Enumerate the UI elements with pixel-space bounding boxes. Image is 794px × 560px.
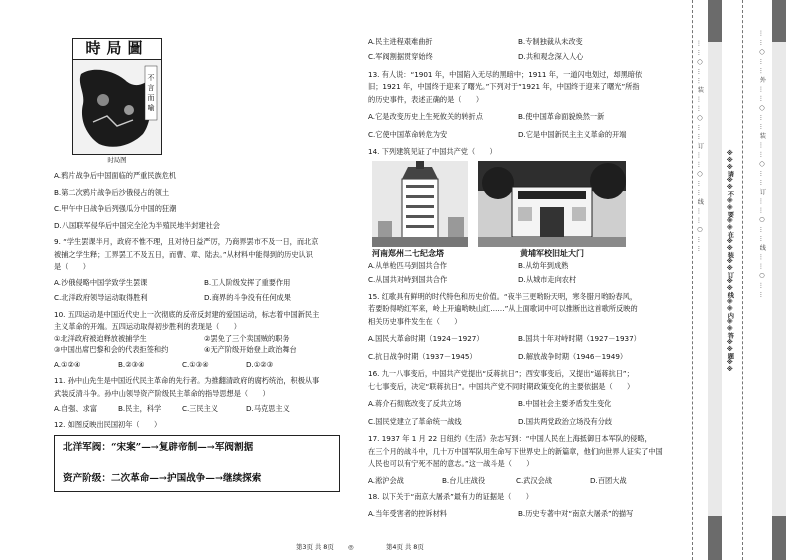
q9-stem-line: 被捕之学生释；工界罢工不及五日，而曹、章、陆去。”从材料中能得到的历史认识 xyxy=(54,249,313,259)
q15-option-d: D.解放战争时期（1946－1949） xyxy=(518,351,628,361)
dark-tab xyxy=(772,516,786,560)
q8-option-b: B.第二次鸦片战争后沙俄侵占的领土 xyxy=(54,187,170,197)
q10-option-a: A.①②④ xyxy=(54,359,81,369)
no-answer-warning: ※※※请※※不※※要※※在※※装※※订※※线※※内※※答※※题※※ xyxy=(726,150,734,373)
question-14 xyxy=(368,148,668,284)
q9-stem-line: 9. “学生罢课半月，政府不惟不理，且对待日益严厉，乃商界罢市不及一日，而北京 xyxy=(54,237,319,247)
q18-options-row xyxy=(368,510,668,518)
q14-option-d: D.从城市走向农村 xyxy=(518,275,577,285)
cartoon-drawing xyxy=(73,60,162,154)
q14-caption-left: 河南郑州二七纪念塔 xyxy=(372,249,444,259)
erqi-tower-image xyxy=(372,161,468,247)
q8-option-a: A.鸦片战争后中国面临的严重民族危机 xyxy=(54,171,177,181)
cartoon-caption: 时局图 xyxy=(107,155,127,164)
q9-options-row xyxy=(54,294,354,302)
q14-caption-right: 黄埔军校旧址大门 xyxy=(520,249,584,259)
dark-tab xyxy=(708,516,722,560)
q8-option-c: C.甲午中日战争后列强瓜分中国的狂潮 xyxy=(54,204,177,214)
q9-option-d: D.商界的斗争没有任何成果 xyxy=(204,293,291,303)
question-17 xyxy=(368,435,668,485)
question-12 xyxy=(54,421,354,491)
q10-stem-line: 主义革命的开端。五四运动取得初步胜利的表现是（ ） xyxy=(54,322,241,332)
q12-option-b: B.专制独裁从未改变 xyxy=(518,37,583,46)
q10-item-2: ②罢免了三个卖国贼的职务 xyxy=(204,333,290,343)
q16-option-a: A.蒋介石彻底改变了反共立场 xyxy=(368,399,462,409)
q14-option-c: C.从国共对峙到国共合作 xyxy=(368,275,448,285)
q15-options-row xyxy=(368,353,668,361)
cartoon-figure xyxy=(72,38,162,164)
q15-options-row xyxy=(368,335,668,343)
dark-tab xyxy=(772,0,786,42)
question-18 xyxy=(368,493,668,518)
q9-option-b: B.工人阶级发挥了重要作用 xyxy=(204,277,291,287)
page-divider-circle: ◎ xyxy=(348,543,354,551)
q10-option-b: B.②③④ xyxy=(118,359,145,369)
q10-option-d: D.①②③ xyxy=(246,359,274,369)
q9-stem-line: 是（ ） xyxy=(54,262,90,272)
q12-box-row-bourgeoisie: 资产阶级：二次革命—→护国战争—→继续探索 xyxy=(63,473,262,485)
q16-stem-line: 七七事变后，决定“联蒋抗日”。中国共产党不同时期政策变化的主要依据是（ ） xyxy=(368,381,635,391)
q13-stem-line: 13. 有人说：“1901 年，中国陷入无尽的黑暗中；1911 年，一道闪电划过，却黑暗依 xyxy=(368,69,643,79)
q16-option-c: C.国民党建立了革命统一战线 xyxy=(368,416,462,426)
question-11 xyxy=(54,377,354,413)
q10-items-row xyxy=(54,335,354,343)
q14-photos xyxy=(372,161,668,259)
binding-line-inner xyxy=(742,0,743,560)
q17-stem-line: 17. 1937 年 1 月 22 日纽约《生活》杂志写到：“中国人民在上海抵御日本军队的侵略， xyxy=(368,434,652,444)
q17-option-a: A.淞沪会战 xyxy=(368,475,404,485)
q8-option-d: D.八国联军侵华后中国完全沦为半殖民地半封建社会 xyxy=(54,220,220,230)
question-8-options xyxy=(54,172,354,230)
q12-stem: 12. 如图反映出民国初年（ ） xyxy=(54,420,162,430)
q9-options-row xyxy=(54,279,354,287)
question-9 xyxy=(54,238,354,302)
q13-options-row xyxy=(368,113,668,121)
q18-option-a: A.当年受害者的控诉材料 xyxy=(368,508,447,518)
q11-stem-line: 武装反清斗争。孙中山领导资产阶级民主革命的指导思想是（ ） xyxy=(54,388,270,398)
q10-option-c: C.①③④ xyxy=(182,359,209,369)
q14-option-b: B.从幼年到成熟 xyxy=(518,260,569,270)
q13-option-c: C.它使中国革命转危为安 xyxy=(368,129,448,139)
binding-line-outer xyxy=(692,0,693,560)
q13-option-a: A.它是改变历史上生死攸关的转折点 xyxy=(368,112,483,122)
page-number-right: 第4页 共 8页 xyxy=(386,543,424,551)
q11-option-c: C.三民主义 xyxy=(182,403,219,413)
svg-text:而: 而 xyxy=(147,93,155,102)
q13-stem-line: 的历史事件，表述正确的是（ ） xyxy=(368,94,484,104)
q13-option-d: D.它是中国新民主主义革命的开端 xyxy=(518,129,627,139)
q11-option-d: D.马克思主义 xyxy=(246,403,290,413)
q12-options-row xyxy=(368,53,668,61)
binding-label-inner: ……○……装……○……订……○……线……○…… xyxy=(696,40,704,255)
cartoon-title: 時局圖 xyxy=(72,38,162,59)
q15-stem-line: 若要盼得哟红军来，岭上开遍哟映山红……”从上面歌词中可以推断出这首歌所反映的 xyxy=(368,304,638,314)
q16-options-row xyxy=(368,400,668,408)
q15-stem-line: 相关历史事件发生在（ ） xyxy=(368,316,462,326)
q17-stem-line: 人民也可以有宁死不屈的意志。”这一战斗是（ ） xyxy=(368,459,534,469)
q15-stem-line: 15. 红歌具有鲜明的时代特色和历史价值。“夜半三更哟盼天明，寒冬腊月哟盼春风， xyxy=(368,291,638,301)
question-15 xyxy=(368,293,668,361)
binding-label-outer: ……○……外……○……装……○……订……○……线……○…… xyxy=(758,30,766,301)
svg-text:喻: 喻 xyxy=(147,103,155,112)
q16-options-row xyxy=(368,418,668,426)
whampoa-gate-image xyxy=(478,161,626,247)
q11-stem-line: 11. 孙中山先生是中国近代民主革命的先行者。为推翻清政府的腐朽统治，积极从事 xyxy=(54,376,320,386)
q12-box-row-warlords: 北洋军阀：“宋案”—→复辟帝制—→军阀割据 xyxy=(63,441,254,453)
q10-item-3: ③中国出席巴黎和会的代表拒签和约 xyxy=(54,345,169,355)
q14-photo-erqi-tower xyxy=(372,161,468,259)
q13-stem-line: 旧；1921 年，中国终于迎来了曙光。”下列对于“1921 年，中国终于迎来了曙光”所指 xyxy=(368,82,640,92)
q12-option-c: C.军阀割据贯穿始终 xyxy=(368,52,433,62)
q13-options-row xyxy=(368,131,668,139)
q14-option-a: A.从单枪匹马到国共合作 xyxy=(368,260,447,270)
q17-option-c: C.武汉会战 xyxy=(516,475,553,485)
right-page xyxy=(368,38,668,518)
q10-item-4: ④无产阶级开始登上政治舞台 xyxy=(204,345,297,355)
question-16 xyxy=(368,370,668,426)
q17-options-row xyxy=(368,477,668,485)
q18-option-b: B.历史专著中对“南京大屠杀”的描写 xyxy=(518,508,634,518)
q17-option-b: B.台儿庄战役 xyxy=(442,475,486,485)
cartoon-image xyxy=(72,59,162,155)
svg-text:不: 不 xyxy=(147,73,155,82)
q17-option-d: D.百团大战 xyxy=(590,475,627,485)
q14-stem: 14. 下列建筑见证了中国共产党（ ） xyxy=(368,147,497,157)
svg-text:言: 言 xyxy=(147,83,155,92)
q13-option-b: B.使中国革命面貌焕然一新 xyxy=(518,112,605,122)
q16-option-d: D.国共两党政治立场没有分歧 xyxy=(518,416,613,426)
q15-option-a: A.国民大革命时期（1924－1927） xyxy=(368,334,484,344)
q9-option-c: C.北洋政府领导运动取得胜利 xyxy=(54,293,148,303)
q11-option-b: B.民主，科学 xyxy=(118,403,162,413)
q9-option-a: A.沙俄侵略中国学致学生罢课 xyxy=(54,277,148,287)
gray-panel xyxy=(772,42,786,516)
binding-strip xyxy=(682,0,794,560)
q14-options-row xyxy=(368,262,668,270)
page-number-left: 第3页 共 8页 xyxy=(296,543,334,551)
q12-diagram-box xyxy=(54,435,340,492)
q12-options-row xyxy=(368,38,668,46)
q14-photo-whampoa-gate xyxy=(478,161,626,259)
left-page xyxy=(54,38,354,492)
q15-option-b: B.国共十年对峙时期（1927－1937） xyxy=(518,334,641,344)
q10-options-row xyxy=(54,361,354,369)
q14-options-row xyxy=(368,276,668,284)
dark-tab xyxy=(708,0,722,42)
q15-option-c: C.抗日战争时期（1937－1945） xyxy=(368,351,477,361)
q18-stem: 18. 以下关于“南京大屠杀”最有力的证据是（ ） xyxy=(368,492,533,502)
q10-stem-line: 10. 五四运动是中国近代史上一次彻底的反帝反封建的爱国运动，标志着中国新民主 xyxy=(54,309,320,319)
q11-option-a: A.自强、求富 xyxy=(54,403,98,413)
question-13 xyxy=(368,71,668,139)
q16-option-b: B.中国社会主要矛盾发生变化 xyxy=(518,399,612,409)
q17-stem-line: 在三个月的战斗中，几十万中国军队用生命写下世界史上的新篇章，他们向世界人证实了中国 xyxy=(368,446,663,456)
q10-item-1: ①北洋政府被迫释放被捕学生 xyxy=(54,333,147,343)
q16-stem-line: 16. 九一八事变后，中国共产党提出“反蒋抗日”；西安事变后，又提出“逼蒋抗日”； xyxy=(368,369,634,379)
q12-option-d: D.共和观念深入人心 xyxy=(518,52,584,62)
q12-option-a: A.民主进程艰难曲折 xyxy=(368,37,433,46)
q12-options xyxy=(368,38,668,62)
q11-options-row xyxy=(54,405,354,413)
question-10 xyxy=(54,311,354,369)
gray-panel xyxy=(708,42,722,516)
q10-items-row xyxy=(54,346,354,354)
